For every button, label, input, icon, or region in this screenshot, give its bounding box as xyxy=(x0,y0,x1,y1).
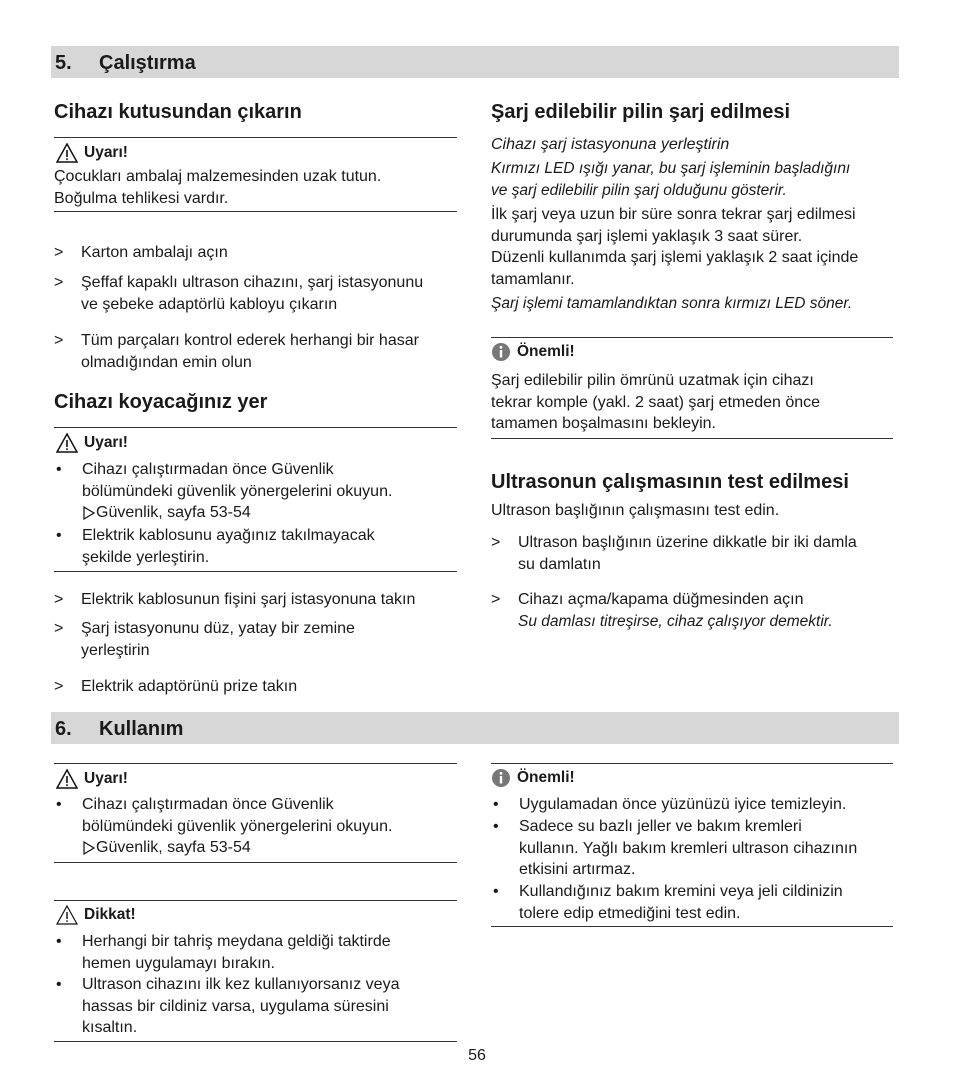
info-icon xyxy=(491,768,511,788)
cross-reference: Güvenlik, sayfa 53-54 xyxy=(82,502,251,524)
text-line: tamamlanır. xyxy=(491,270,575,288)
warning-triangle-icon xyxy=(56,769,78,789)
divider xyxy=(54,137,457,138)
place-heading: Cihazı koyacağınız yer xyxy=(54,391,268,413)
text-line: Düzenli kullanımda şarj işlemi yaklaşık 2 saat içinde xyxy=(491,249,859,266)
warning-header xyxy=(56,769,128,789)
section-title: Kullanım xyxy=(99,718,184,740)
caution-label: Dikkat! xyxy=(84,906,136,923)
reference-arrow-icon xyxy=(82,506,96,520)
warning-triangle-icon xyxy=(56,143,78,163)
text-line: tekrar komple (yakl. 2 saat) şarj etmeden önce xyxy=(491,393,821,411)
cross-reference: Güvenlik, sayfa 53-54 xyxy=(82,837,251,859)
section-5-header xyxy=(51,46,899,78)
section-number: 5. xyxy=(55,52,72,74)
divider xyxy=(491,337,893,338)
note-label: Önemli! xyxy=(517,769,575,786)
note-label: Önemli! xyxy=(517,343,575,360)
text-line: Şarj edilebilir pilin ömrünü uzatmak için cihazı xyxy=(491,372,814,389)
section-title: Çalıştırma xyxy=(99,52,196,74)
text-line: Çocukları ambalaj malzemesinden uzak tutun. xyxy=(54,168,382,185)
charge-subheading: Cihazı şarj istasyonuna yerleştirin xyxy=(491,136,730,153)
text-line: tamamen boşalmasını bekleyin. xyxy=(491,415,716,432)
warning-header xyxy=(56,143,128,163)
note-header xyxy=(491,768,575,788)
charge-italic-text xyxy=(491,158,850,201)
warning-label: Uyarı! xyxy=(84,144,128,161)
test-intro: Ultrason başlığının çalışmasını test edin. xyxy=(491,502,780,519)
caution-header xyxy=(56,905,136,925)
charge-body-text xyxy=(491,204,858,290)
warning-label: Uyarı! xyxy=(84,434,128,451)
divider xyxy=(491,763,893,764)
warning-label: Uyarı! xyxy=(84,770,128,787)
text-line: durumunda şarj işlemi yaklaşık 3 saat sürer. xyxy=(491,227,803,245)
note-text xyxy=(491,370,820,435)
caution-triangle-icon xyxy=(56,905,78,925)
text-line: ve şarj edilebilir pilin şarj olduğunu gösterir. xyxy=(491,181,787,199)
divider xyxy=(54,427,457,428)
divider xyxy=(54,211,457,212)
unbox-heading: Cihazı kutusundan çıkarın xyxy=(54,101,302,123)
text-line: Kırmızı LED ışığı yanar, bu şarj işleminin başladığını xyxy=(491,160,851,177)
divider xyxy=(54,571,457,572)
page-number: 56 xyxy=(468,1047,486,1064)
section-6-header xyxy=(51,712,899,744)
section-number: 6. xyxy=(55,718,72,740)
warning-header xyxy=(56,433,128,453)
charge-end-text: Şarj işlemi tamamlandıktan sonra kırmızı LED söner. xyxy=(491,295,853,312)
test-heading: Ultrasonun çalışmasının test edilmesi xyxy=(491,471,849,493)
divider xyxy=(54,900,457,901)
divider xyxy=(54,862,457,863)
reference-arrow-icon xyxy=(82,841,96,855)
note-header xyxy=(491,342,575,362)
charge-heading: Şarj edilebilir pilin şarj edilmesi xyxy=(491,101,791,123)
info-icon xyxy=(491,342,511,362)
text-line: Boğulma tehlikesi vardır. xyxy=(54,189,229,207)
divider xyxy=(491,926,893,927)
text-line: İlk şarj veya uzun bir süre sonra tekrar şarj edilmesi xyxy=(491,206,856,223)
warning-triangle-icon xyxy=(56,433,78,453)
warning-text xyxy=(54,166,381,209)
divider xyxy=(54,763,457,764)
divider xyxy=(491,438,893,439)
divider xyxy=(54,1041,457,1042)
